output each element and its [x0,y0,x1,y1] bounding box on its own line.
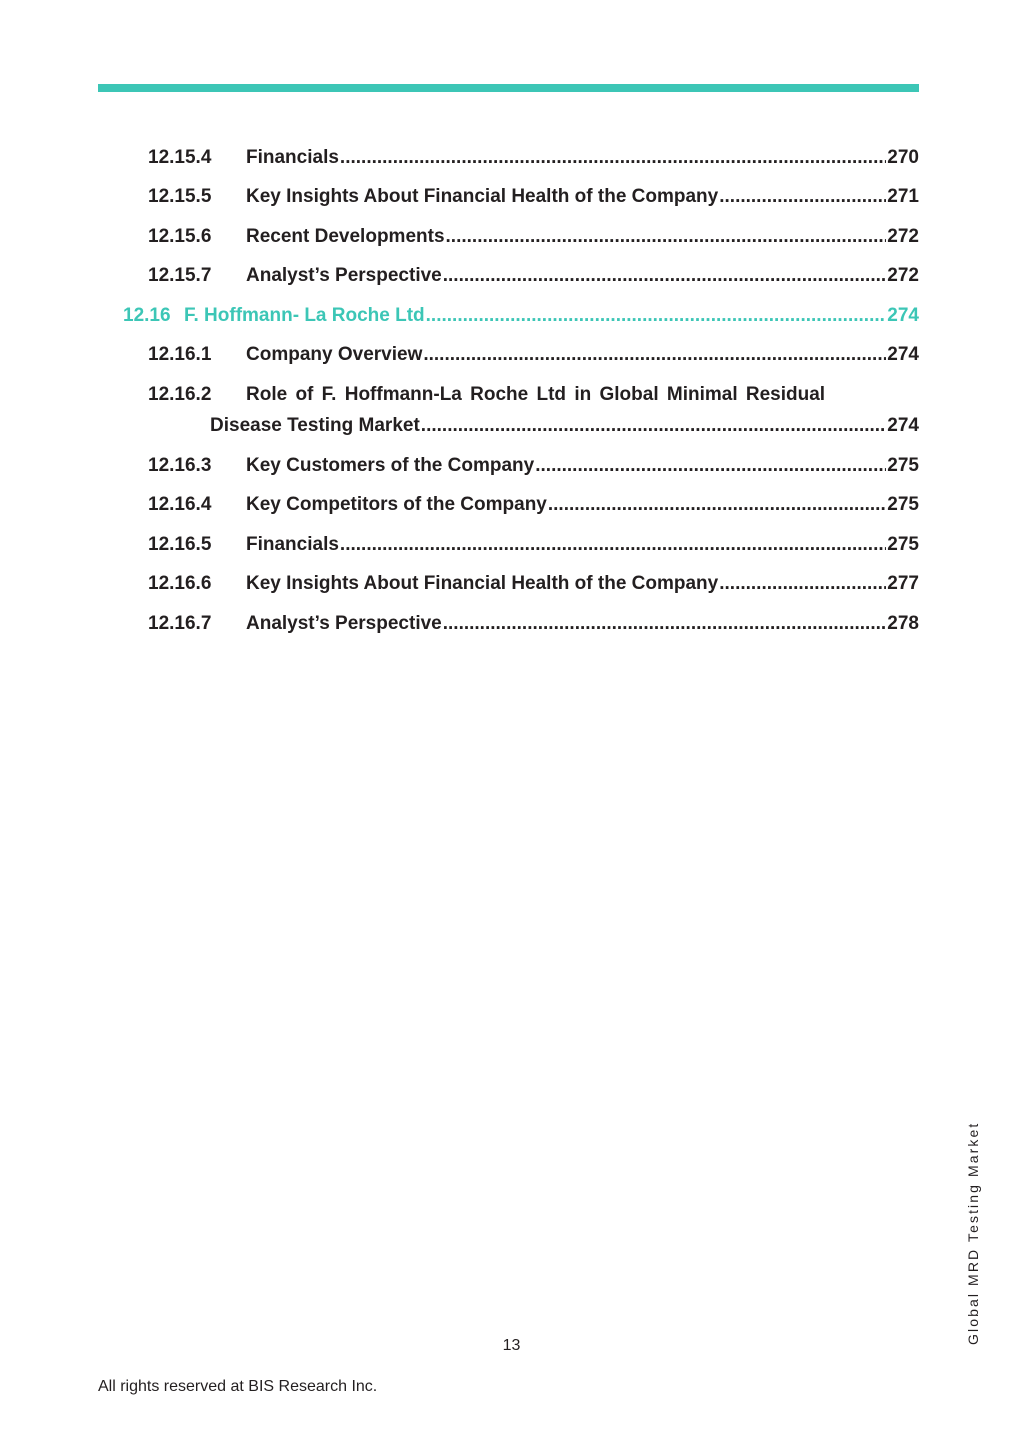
toc-entry-title: Financials [246,534,339,555]
page-number: 13 [502,1337,521,1354]
toc-entry-title: Analyst’s Perspective [246,613,442,634]
toc-entry-number: 12.16.5 [148,534,212,555]
toc-dot-leader [443,612,887,636]
toc-entry-title: Financials [246,147,339,168]
side-report-title: Global MRD Testing Market [965,1121,981,1345]
toc-entry-number: 12.16 [123,305,171,326]
toc-entry-page: 275 [887,455,919,476]
toc-dot-leader [535,454,886,478]
toc-entry[interactable] [148,612,919,636]
toc-entry-title: Key Insights About Financial Health of the Company [246,186,719,207]
toc-entry-number: 12.16.7 [148,613,212,634]
toc-entry[interactable] [148,454,919,478]
toc-entry-title: Key Customers of the Company [246,455,535,476]
toc-entry-title: Role of F. Hoffmann-La Roche Ltd in Global Minimal Residual [246,384,826,405]
toc-entry-page: 272 [887,226,919,247]
toc-entry-number: 12.16.6 [148,573,212,594]
toc-entry-page: 270 [887,147,919,168]
toc-entry-number: 12.16.1 [148,344,212,365]
toc-entry[interactable] [148,343,919,367]
toc-dot-leader [426,304,887,328]
toc-entry-page: 271 [887,186,919,207]
toc-dot-leader [340,533,886,557]
toc-entry-number: 12.15.5 [148,186,212,207]
toc-entry-title: Recent Developments [246,226,445,247]
toc-entry-number: 12.15.4 [148,147,212,168]
toc-entry-page: 274 [887,305,919,326]
toc-entry-title: Analyst’s Perspective [246,265,442,286]
toc-entry-title: F. Hoffmann- La Roche Ltd [184,305,425,326]
toc-entry-number: 12.16.4 [148,494,212,515]
toc-dot-leader [423,343,886,367]
toc-dot-leader [719,572,886,596]
header-accent-bar [98,84,919,92]
toc-entry-page: 278 [887,613,919,634]
toc-section-entry[interactable] [123,304,919,328]
toc-entry[interactable] [148,383,919,407]
toc-entry-title: Key Competitors of the Company [246,494,547,515]
toc-entry-title-continuation: Disease Testing Market [210,415,420,436]
toc-dot-leader [446,225,887,249]
toc-entry-page: 275 [887,494,919,515]
toc-entry-page: 274 [887,415,919,436]
toc-dot-leader [340,146,886,170]
toc-entry-page: 277 [887,573,919,594]
toc-entry-page: 275 [887,534,919,555]
toc-entry-page: 274 [887,344,919,365]
toc-dot-leader [421,414,887,438]
toc-entry-number: 12.15.7 [148,265,212,286]
toc-entry-continuation[interactable] [210,414,919,438]
toc-dot-leader [548,493,886,517]
toc-entry[interactable] [148,572,919,596]
toc-entry-page: 272 [887,265,919,286]
toc-entry-number: 12.16.3 [148,455,212,476]
footer-copyright: All rights reserved at BIS Research Inc. [98,1378,378,1395]
toc-entry-number: 12.16.2 [148,384,212,405]
toc-entry[interactable] [148,264,919,288]
toc-entry[interactable] [148,493,919,517]
toc-entry[interactable] [148,225,919,249]
toc-entry-title: Company Overview [246,344,423,365]
toc-dot-leader [719,185,886,209]
toc-entry[interactable] [148,533,919,557]
toc-dot-leader [443,264,887,288]
toc-entry[interactable] [148,146,919,170]
toc-entry-title: Key Insights About Financial Health of the Company [246,573,719,594]
toc-entry[interactable] [148,185,919,209]
toc-entry-number: 12.15.6 [148,226,212,247]
